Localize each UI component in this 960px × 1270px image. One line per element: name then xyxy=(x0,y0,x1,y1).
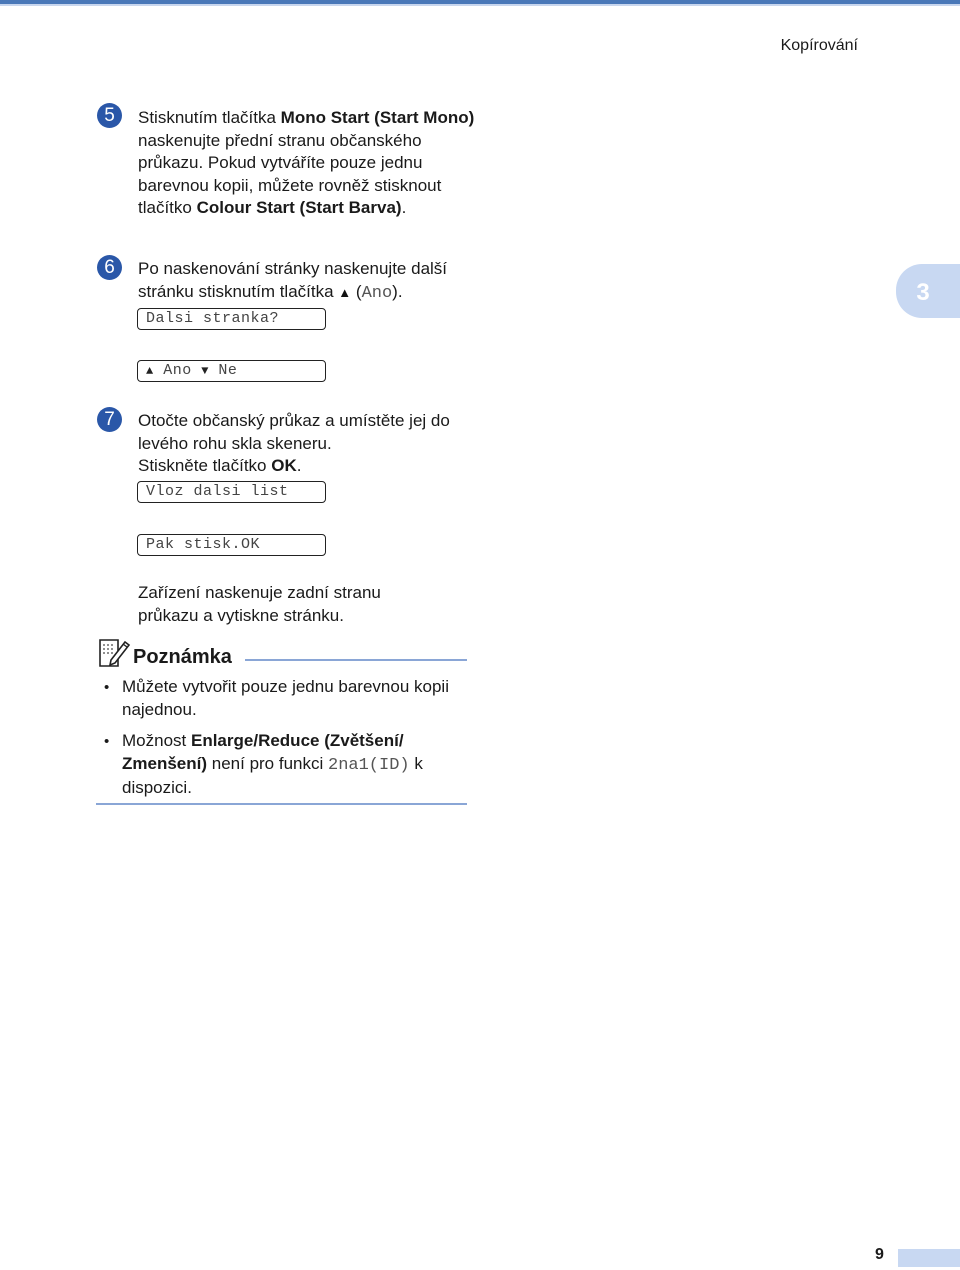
note-divider-top xyxy=(245,659,467,661)
step-number: 5 xyxy=(97,103,122,128)
note-divider-bottom xyxy=(96,803,467,805)
step-number: 6 xyxy=(97,255,122,280)
page-number: 9 xyxy=(875,1246,884,1263)
bullet-icon: • xyxy=(104,733,110,750)
step-number: 7 xyxy=(97,407,122,432)
step-7-text: Otočte občanský průkaz a umístěte jej do levého rohu skla skeneru. Stiskněte tlačítko OK. xyxy=(138,411,450,476)
pencil-note-icon xyxy=(97,636,131,670)
step-6-text: Po naskenování stránky naskenujte další stránku stisknutím tlačítka ▲ (Ano). xyxy=(138,259,448,303)
lcd-display: Pak stisk.OK xyxy=(137,534,326,556)
down-arrow-icon: ▼ xyxy=(201,364,209,378)
step-5-text: Stisknutím tlačítka Mono Start (Start Mono) naskenujte přední stranu občanského průkazu. Pokud vytváříte pouze jednu barevnou kopii, můžete rovněž stisknout tlačítko Colour Start (Start Barva). xyxy=(138,108,475,218)
lcd-display: Vloz dalsi list xyxy=(137,481,326,503)
lcd-display-options: ▲ Ano ▼ Ne xyxy=(137,360,326,382)
page-tab xyxy=(898,1249,960,1267)
note-title: Poznámka xyxy=(133,646,232,668)
up-arrow-icon: ▲ xyxy=(338,284,352,300)
note-item-2: Možnost Enlarge/Reduce (Zvětšení/ Zmenšení) není pro funkci 2na1(ID) k dispozici. xyxy=(122,731,423,798)
bullet-icon: • xyxy=(104,679,110,696)
up-arrow-icon: ▲ xyxy=(146,364,154,378)
lcd-display: Dalsi stranka? xyxy=(137,308,326,330)
step-7-result-text: Zařízení naskenuje zadní stranu průkazu a vytiskne stránku. xyxy=(138,583,381,625)
chapter-number: 3 xyxy=(916,279,930,306)
top-rule-accent xyxy=(0,4,960,6)
note-item-1: Můžete vytvořit pouze jednu barevnou kopii najednou. xyxy=(122,677,449,719)
running-header: Kopírování xyxy=(780,37,858,54)
